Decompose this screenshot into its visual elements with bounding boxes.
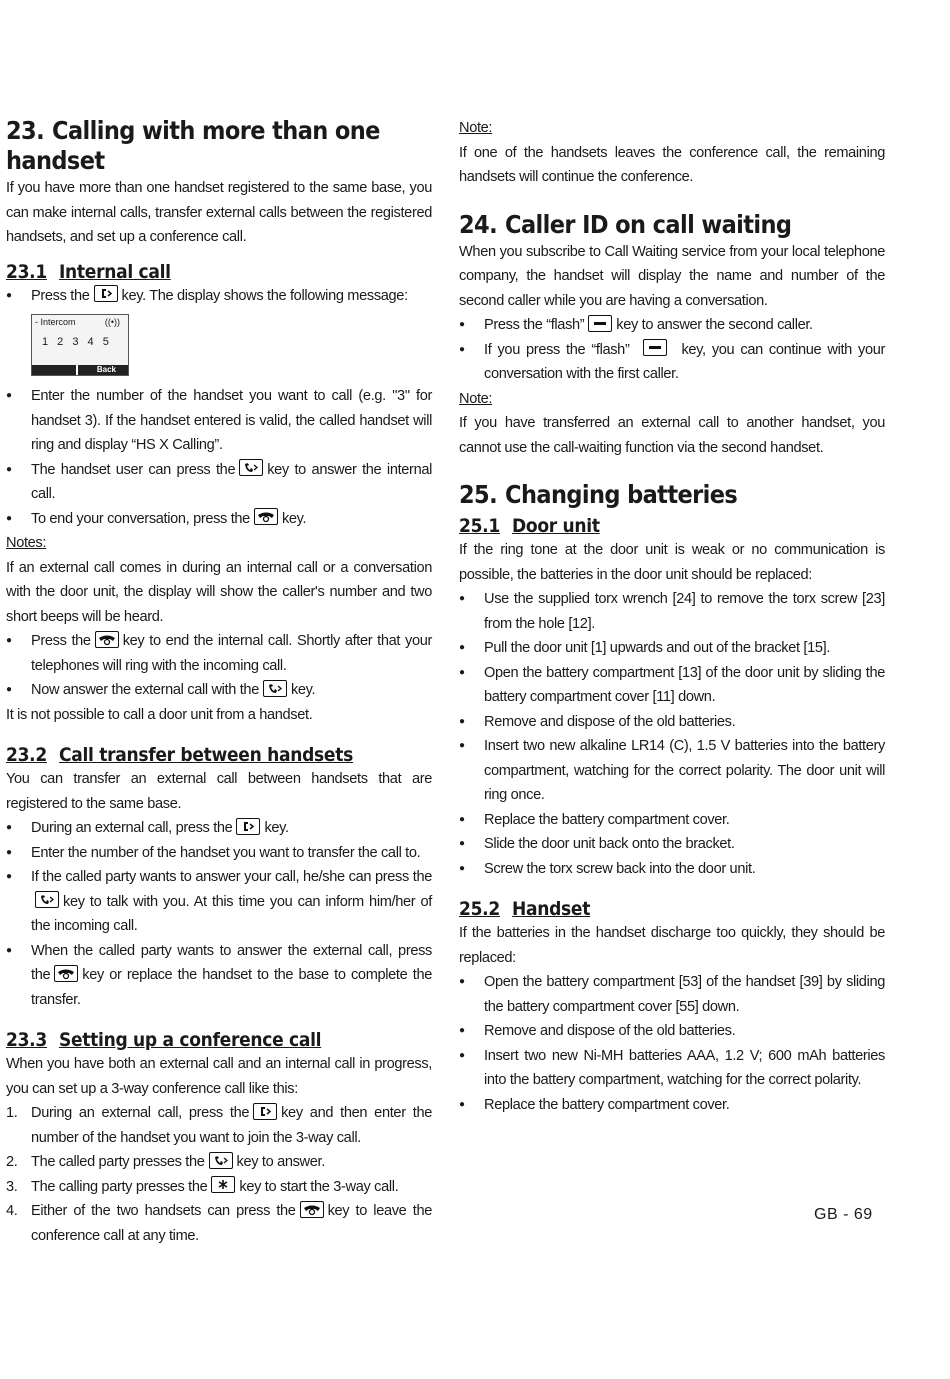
door-unit-list: [459, 587, 885, 881]
call-waiting-list: [459, 313, 885, 387]
list-item: ● Remove and dispose of the old batteries.: [459, 710, 885, 735]
section-23-intro: If you have more than one handset registered to the same base, you can make internal calls, transfer external calls between the registered handsets, and set up a conference call.: [6, 180, 432, 245]
section-25-1-intro: If the ring tone at the door unit is weak or no communication is possible, the batteries in the door unit should be replaced:: [459, 542, 885, 583]
list-item: ● Insert two new alkaline LR14 (C), 1.5 V batteries into the battery compartment, watching for the correct polarity. The door unit will ring once.: [459, 734, 885, 808]
section-23-1-heading: 23.1 Internal call: [6, 260, 171, 283]
list-item: ● Enter the number of the handset you want to call (e.g. "3" for handset 3). If the handset entered is valid, the called handset will ring and display “HS X Calling”.: [6, 384, 432, 458]
internal-call-list-cont: [6, 384, 432, 531]
list-item: 4. Either of the two handsets can press the key to leave the conference call at any time.: [6, 1199, 432, 1248]
section-24-heading: 24. Caller ID on call waiting: [459, 209, 792, 239]
list-item: ● Replace the battery compartment cover.: [459, 1093, 885, 1118]
note-text: If one of the handsets leaves the conference call, the remaining handsets will continue the conference.: [459, 144, 885, 185]
list-item: ● Press the “flash” key to answer the second caller.: [459, 313, 885, 338]
intercom-key-icon: [236, 818, 260, 835]
list-item: ● To end your conversation, press the key.: [6, 507, 432, 532]
list-item: ● The handset user can press the key to answer the internal call.: [6, 458, 432, 507]
list-item: ● Screw the torx screw back into the door unit.: [459, 857, 885, 882]
list-item: 2. The called party presses the key to answer.: [6, 1150, 432, 1175]
internal-call-list: [6, 284, 432, 309]
list-item: ● When the called party wants to answer the external call, press the key or replace the handset to the base to complete the transfer.: [6, 939, 432, 1013]
conference-steps: [6, 1101, 432, 1248]
end-call-key-icon: [95, 631, 119, 648]
note-text: If you have transferred an external call to another handset, you cannot use the call-waiting function via the second handset.: [459, 415, 885, 456]
flash-key-icon: [588, 315, 612, 332]
flash-key-icon: [643, 339, 667, 356]
list-item: ● Slide the door unit back onto the bracket.: [459, 832, 885, 857]
talk-key-icon: [35, 891, 59, 908]
star-key-icon: [211, 1176, 235, 1193]
section-23-3-intro: When you have both an external call and an internal call in progress, you can set up a 3-way conference call like this:: [6, 1056, 432, 1097]
note-label: Note:: [459, 390, 493, 407]
handset-list: [459, 970, 885, 1117]
section-23-2-heading: 23.2 Call transfer between handsets: [6, 744, 353, 766]
notes-text: If an external call comes in during an internal call or a conversation with the door unit, the display will show the caller's number and two short beeps will be heard.: [6, 559, 432, 625]
end-call-key-icon: [254, 508, 278, 525]
section-25-1-heading: 25.1 Door unit: [459, 515, 600, 537]
list-item: ● Press the key. The display shows the following message:: [6, 284, 432, 309]
section-25-2-heading: 25.2 Handset: [459, 898, 591, 920]
list-item: ● Open the battery compartment [13] of the door unit by sliding the battery compartment cover [11] down.: [459, 661, 885, 710]
section-25-heading: 25. Changing batteries: [459, 480, 738, 509]
list-item: ● Press the key to end the internal call. Shortly after that your telephones will ring with the incoming call.: [6, 629, 432, 678]
notes-label: Notes:: [6, 535, 47, 551]
intercom-signal-icon: ((•)): [104, 317, 120, 327]
right-column: [459, 116, 885, 1117]
section-23-heading: 23. Calling with more than one handset: [6, 116, 380, 175]
intercom-key-icon: [253, 1103, 277, 1120]
end-call-key-icon: [300, 1201, 324, 1218]
list-item: ● Insert two new Ni-MH batteries AAA, 1.2 V; 600 mAh batteries into the battery compartment, watching for the correct polarity.: [459, 1044, 885, 1093]
section-23-2-intro: You can transfer an external call between handsets that are registered to the same base.: [6, 771, 432, 812]
handset-display: [31, 314, 129, 376]
list-item: ● Use the supplied torx wrench [24] to remove the torx screw [23] from the hole [12].: [459, 587, 885, 636]
call-transfer-list: [6, 816, 432, 1012]
end-call-key-icon: [54, 965, 78, 982]
section-25-2-intro: If the batteries in the handset discharge too quickly, they should be replaced:: [459, 925, 885, 966]
list-item: ● Replace the battery compartment cover.: [459, 808, 885, 833]
display-title: - Intercom: [35, 317, 76, 327]
notes-list: [6, 629, 432, 703]
talk-key-icon: [209, 1152, 233, 1169]
list-item: ● Open the battery compartment [53] of the handset [39] by sliding the battery compartment cover [55] down.: [459, 970, 885, 1019]
list-item: ● If the called party wants to answer your call, he/she can press the key to talk with you. At this time you can inform him/her of the incoming call.: [6, 865, 432, 939]
list-item: ● Now answer the external call with the key.: [6, 678, 432, 703]
display-number: 1 2 3 4 5: [42, 336, 112, 348]
display-back-softkey: Back: [96, 365, 116, 374]
list-item: ● If you press the “flash” key, you can continue with your conversation with the first caller.: [459, 338, 885, 387]
notes-end: It is not possible to call a door unit from a handset.: [6, 706, 313, 723]
list-item: 3. The calling party presses the key to start the 3-way call.: [6, 1175, 432, 1200]
page-number: GB - 69: [814, 1206, 873, 1223]
list-item: ● During an external call, press the key.: [6, 816, 432, 841]
list-item: 1. During an external call, press the key and then enter the number of the handset you want to join the 3-way call.: [6, 1101, 432, 1150]
section-23-3-heading: 23.3 Setting up a conference call: [6, 1029, 322, 1051]
talk-key-icon: [239, 459, 263, 476]
left-column: [6, 116, 432, 1248]
list-item: ● Pull the door unit [1] upwards and out of the bracket [15].: [459, 636, 885, 661]
section-24-intro: When you subscribe to Call Waiting service from your local telephone company, the handset will display the name and number of the second caller while you are having a conversation.: [459, 243, 885, 309]
list-item: ● Enter the number of the handset you want to transfer the call to.: [6, 841, 432, 866]
talk-key-icon: [263, 680, 287, 697]
list-item: ● Remove and dispose of the old batteries.: [459, 1019, 885, 1044]
intercom-key-icon: [94, 285, 118, 302]
note-label: Note:: [459, 120, 493, 136]
